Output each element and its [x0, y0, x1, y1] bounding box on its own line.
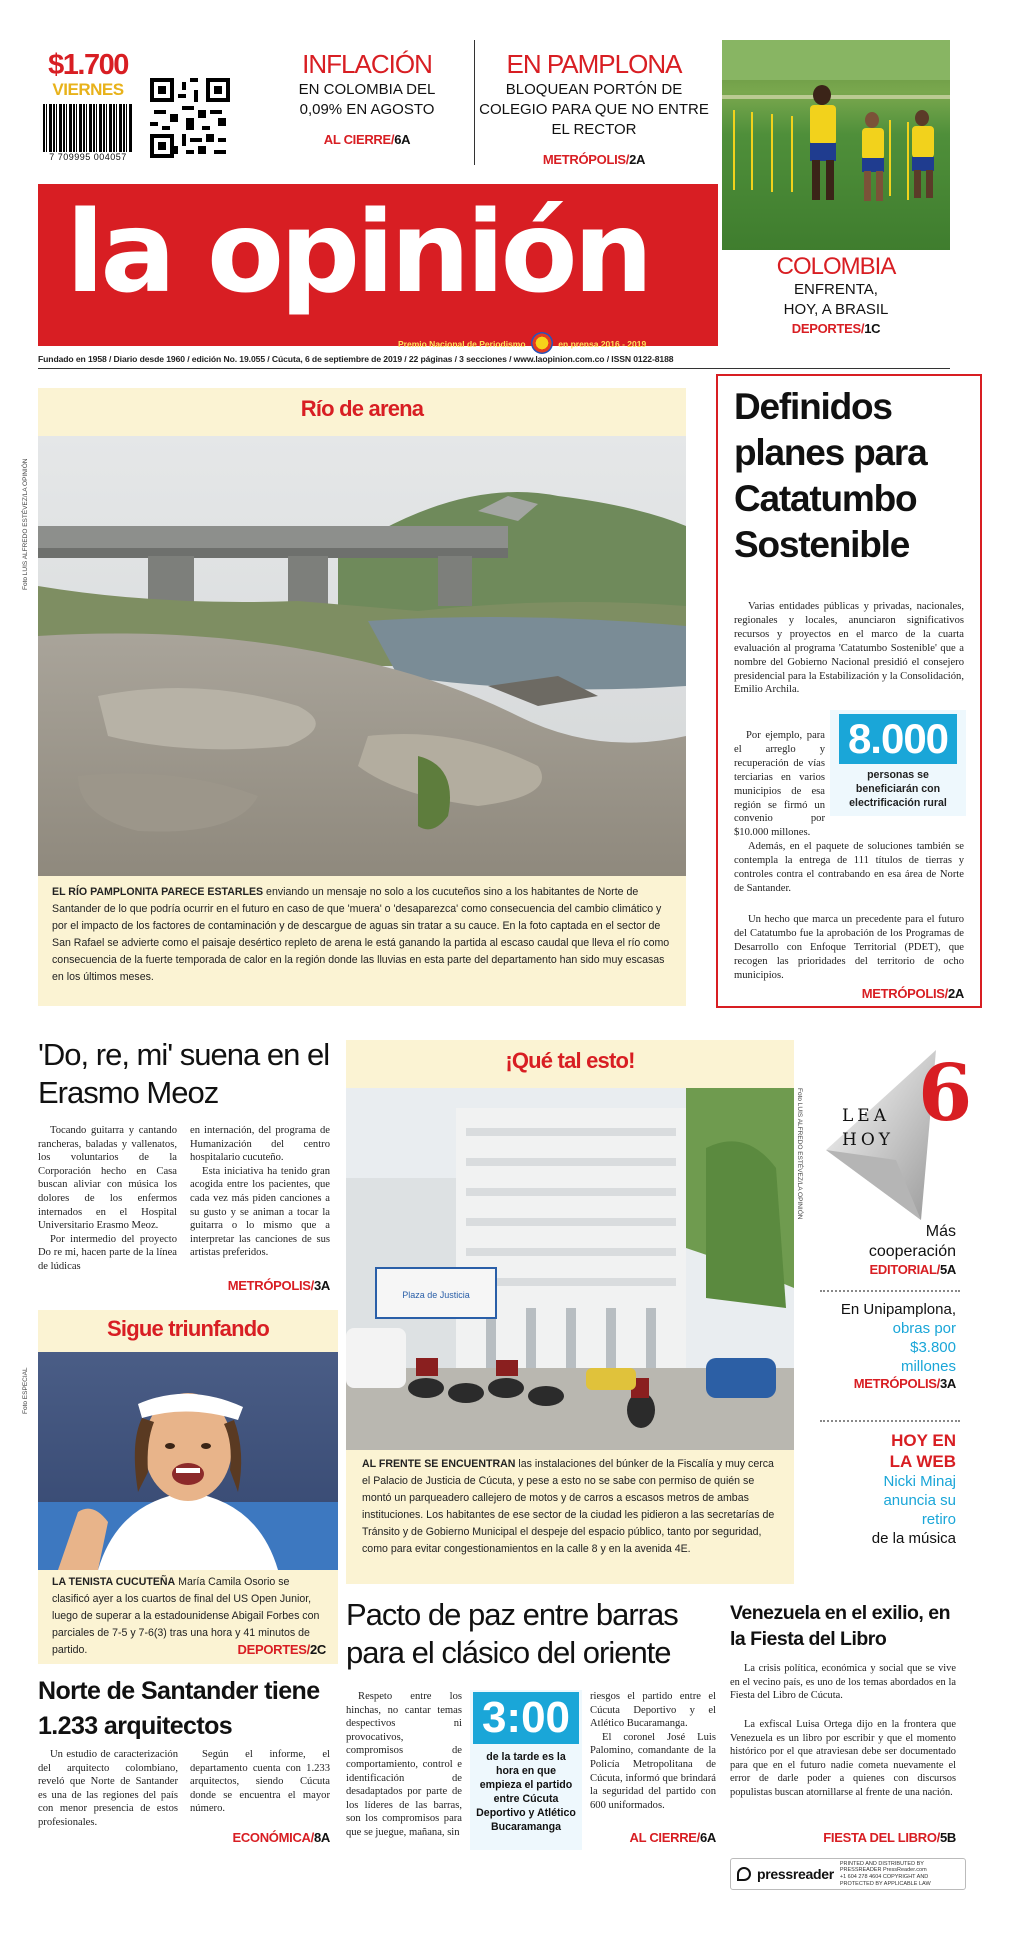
teaser-inflacion[interactable] [262, 50, 472, 168]
lea-label: LEA [842, 1106, 890, 1126]
dotted-rule [820, 1290, 960, 1292]
stat-text: de la tarde es la hora en que empieza el partido entre Cúcuta Deportivo y Atlético Bucaramanga [476, 1751, 576, 1833]
catatumbo-p1: Varias entidades públicas y privadas, nacionales, regionales y locales, anunciaron significativos recursos y proyectos en el marco de la cuarta evaluación al programa 'Catatumbo Sostenible' que a nombre del Gobierno Nacional presidió el consejero presidencial para la Estabilización y la Consolidación, Emilio Archila. [734, 601, 964, 696]
photo-credit: Foto LUIS ALFREDO ESTÉVEZ/LA OPINIÓN [796, 1088, 803, 1220]
teaser-title: EN PAMPLONA [506, 49, 682, 79]
pacto-col3: riesgos el partido entre el Cúcuta Deportivo y el Atlético Bucaramanga. El coronel José Luis Palomino, comandante de la Policía Metropolitana de Cúcuta, informó que brindará la seguridad del partido con 600 uniformados. [590, 1691, 716, 1811]
barcode [43, 104, 133, 152]
catatumbo-p4: Un hecho que marca un precedente para el futuro del Catatumbo fue la aprobación de los Programas de Desarrollo con Enfoque Territorial (PDET), que recogen las prioridades del territorio de ocho municipios. [734, 914, 964, 981]
weekday: VIERNES [52, 80, 124, 99]
arquitectos-col1: Un estudio de caracterización del arquitecto colombiano, reveló que Norte de Santander es una de las regiones del país con menor presencia de estos profesionales. [38, 1749, 178, 1828]
erasmo-col2: en internación, del programa de Humanización del centro hospitalario cucuteño. Esta iniciativa ha tenido gran acogida entre los pacientes, que cada vez más piden canciones a su gusto y se animan a tocar la guitarra o lo mismo que a interpretar las canciones de sus artistas preferidos. [190, 1125, 330, 1259]
que-tal-title: ¡Qué tal esto! [505, 1048, 635, 1073]
catatumbo-p2: Por ejemplo, para el arreglo y recuperación de vías terciarias en varios municipios de esa región se firmó un convenio por $10.000 millones. [734, 730, 825, 839]
photo-credit: Foto LUIS ALFREDO ESTÉVEZ/LA OPINIÓN [22, 458, 29, 590]
newspaper-logo: la opinión [66, 188, 650, 318]
stat-value: 3:00 [473, 1692, 579, 1744]
lea-item-text: Más cooperación [868, 1223, 956, 1260]
rio-caption: EL RÍO PAMPLONITA PARECE ESTARLES enviando un mensaje no solo a los cucuteños sino a los habitantes de Norte de Santander de lo que podría ocurrir en el futuro en caso de que 'muera' o 'desaparezca' como consecuencia del cambio climático y por el impacto de los factores de contaminación y de descargue de aguas sin tratar a su cauce. En la foto captada en el sector de San Rafael se advierte como el paisaje desértico repleto de arena le está ganando la partida al escaso caudal que lleva el río como consecuencia de la fuerte temporada de calor en la región donde las lluvias en esta parte del departamento han sido muy escasas en los últimos meses. [52, 886, 670, 983]
dotted-rule [820, 1420, 960, 1422]
erasmo-col1: Tocando guitarra y cantando rancheras, baladas y vallenatos, los voluntarios de la Corporación hecho en Casa buscan aliviar con música los dolores de los enfermos internados en el Hospital Universitario Erasmo Meoz. Por intermedio del proyecto Do re mi, hacen parte de la línea de lúdicas [38, 1125, 177, 1272]
photo-credit: Foto ESPECIAL [22, 1367, 29, 1414]
rio-title: Río de arena [300, 396, 424, 421]
rio-photo [38, 436, 686, 876]
tenista-caption: LA TENISTA CUCUTEÑA María Camila Osorio se clasificó ayer a los cuartos de final del US Open Junior, luego de superar a la estadounidense Abigail Forbes con parciales de 7-5 y 7-6(3) tras una hora y 41 minutos de partido. [52, 1576, 320, 1656]
soccer-photo [722, 40, 950, 250]
lea-item-section: EDITORIAL/5A [869, 1262, 956, 1277]
stat-value: 8.000 [839, 714, 957, 764]
pressreader-legal: PRINTED AND DISTRIBUTED BY PRESSREADER PressReader.com +1 604 278 4604 COPYRIGHT AND PROTECTED BY APPLICABLE LAW [839, 1860, 931, 1887]
pressreader-badge[interactable] [730, 1858, 966, 1890]
teaser-section: AL CIERRE/6A [323, 132, 411, 147]
hoy-label: HOY [842, 1130, 894, 1150]
pacto-stat-box [470, 1690, 582, 1850]
lea-item-2[interactable] [806, 1300, 956, 1391]
web-title: HOY EN LA WEB [889, 1431, 956, 1471]
venezuela-headline: Venezuela en el exilio, en la Fiesta del Libro [730, 1602, 951, 1650]
que-tal-photo [346, 1088, 794, 1450]
teaser-title: INFLACIÓN [302, 49, 432, 79]
pacto-col1: Respeto entre los hinchas, no cantar temas despectivos ni provocativos, compromisos de comportamiento, control e identificación de desadaptados por parte de los líderes de las barras, son los compromisos para que se juegue, mañana, sin [346, 1691, 462, 1838]
lea-hoy-graphic [806, 1040, 973, 1220]
teaser-title: COLOMBIA [776, 253, 896, 280]
catatumbo-p3: Además, en el paquete de soluciones también se contempla la entrega de 111 títulos de tierras y controles contra el contrabando en esa área de Norte de Santander. [734, 841, 964, 894]
teaser-section: DEPORTES/1C [791, 321, 881, 336]
erasmo-headline: 'Do, re, mi' suena en el Erasmo Meoz [38, 1037, 330, 1110]
teaser-section: METRÓPOLIS/2A [542, 152, 646, 167]
pacto-headline: Pacto de paz entre barras para el clásico del oriente [346, 1597, 678, 1670]
arquitectos-col2: Según el informe, el departamento cuenta con 1.233 arquitectos, siendo Cúcuta donde se encuentra el mayor número. [190, 1749, 330, 1815]
masthead-logo-block [38, 184, 718, 349]
teaser-text: ENFRENTA, HOY, A BRASIL [783, 281, 889, 318]
teaser-text: EN COLOMBIA DEL 0,09% EN AGOSTO [298, 81, 436, 118]
award-seal-icon [531, 332, 553, 354]
tenista-section[interactable]: DEPORTES/2C [237, 1642, 326, 1657]
teaser-pamplona[interactable] [478, 50, 710, 168]
divider [474, 40, 475, 165]
web-text-blue: Nicki Minaj anuncia su retiro [883, 1473, 956, 1528]
venezuela-section[interactable]: FIESTA DEL LIBRO/5B [823, 1830, 956, 1845]
sign-text: Plaza de Justicia [402, 1290, 470, 1300]
arquitectos-headline: Norte de Santander tiene 1.233 arquitectos [38, 1677, 320, 1740]
qr-code [150, 78, 230, 158]
venezuela-p1: La crisis política, económica y social que se vive en el vecino país, es uno de los temas abordados en la Fiesta del Libro de Cúcuta. [730, 1663, 956, 1702]
erasmo-section[interactable]: METRÓPOLIS/3A [227, 1278, 330, 1293]
folio-line: Fundado en 1958 / Diario desde 1960 / edición No. 19.055 / Cúcuta, 6 de septiembre de 2019 / 22 páginas / 3 secciones / www.laopinion.com.co / ISSN 0122-8188 [38, 354, 674, 364]
lea-item-pre: En Unipamplona, [840, 1301, 956, 1318]
que-tal-caption: AL FRENTE SE ENCUENTRAN las instalaciones del búnker de la Fiscalía y muy cerca el Palacio de Justicia de Cúcuta, y pese a esto no se sabe con permiso de quién se montó un parqueadero callejero de motos y de carros a escasos metros de ambas instituciones. Los habitantes de ese sector de la ciudad les pidieron a las secretarías de Tránsito y de Gobierno Municipal el despeje del espacio público, tanto por seguridad, como para evitar congestionamientos en la calle 8 y en la avenida 4E. [362, 1458, 775, 1555]
price-box [38, 50, 138, 170]
web-text: de la música [871, 1530, 956, 1547]
stat-text: personas se beneficiarán con electrificación rural [849, 769, 947, 809]
svg-text:6: 6 [918, 1048, 973, 1139]
pressreader-icon [737, 1867, 751, 1881]
teaser-text: BLOQUEAN PORTÓN DE COLEGIO PARA QUE NO ENTRE EL RECTOR [479, 81, 709, 138]
award-line: Premio Nacional de Periodismo en prensa 2016 - 2019 [398, 332, 646, 354]
tenista-title: Sigue triunfando [107, 1316, 269, 1341]
venezuela-p2: La exfiscal Luisa Ortega dijo en la frontera que Venezuela es un libro por escribir y que el momento histórico por el que atraviesan debe ser documentado para que en el futuro nadie cometa nuevamente el error de darle poder a quienes con discursos populistas buscan atornillarse al frente de una nación. [730, 1719, 956, 1798]
price: $1.700 [48, 49, 128, 81]
catatumbo-headline: Definidos planes para Catatumbo Sostenible [734, 386, 927, 565]
arquitectos-section[interactable]: ECONÓMICA/8A [232, 1830, 330, 1845]
lea-item-1[interactable] [806, 1222, 956, 1277]
catatumbo-section[interactable]: METRÓPOLIS/2A [861, 986, 964, 1001]
lea-item-text: obras por $3.800 millones [892, 1320, 956, 1375]
pressreader-logo: pressreader [757, 1866, 834, 1882]
barcode-number: 7 709995 004057 [49, 152, 127, 162]
lea-item-section: METRÓPOLIS/3A [853, 1376, 956, 1391]
rule [38, 368, 950, 369]
pacto-section[interactable]: AL CIERRE/6A [629, 1830, 716, 1845]
web-teaser[interactable] [806, 1430, 956, 1548]
stat-box [830, 710, 966, 816]
sports-teaser[interactable] [722, 254, 950, 350]
tenista-photo [38, 1352, 338, 1570]
